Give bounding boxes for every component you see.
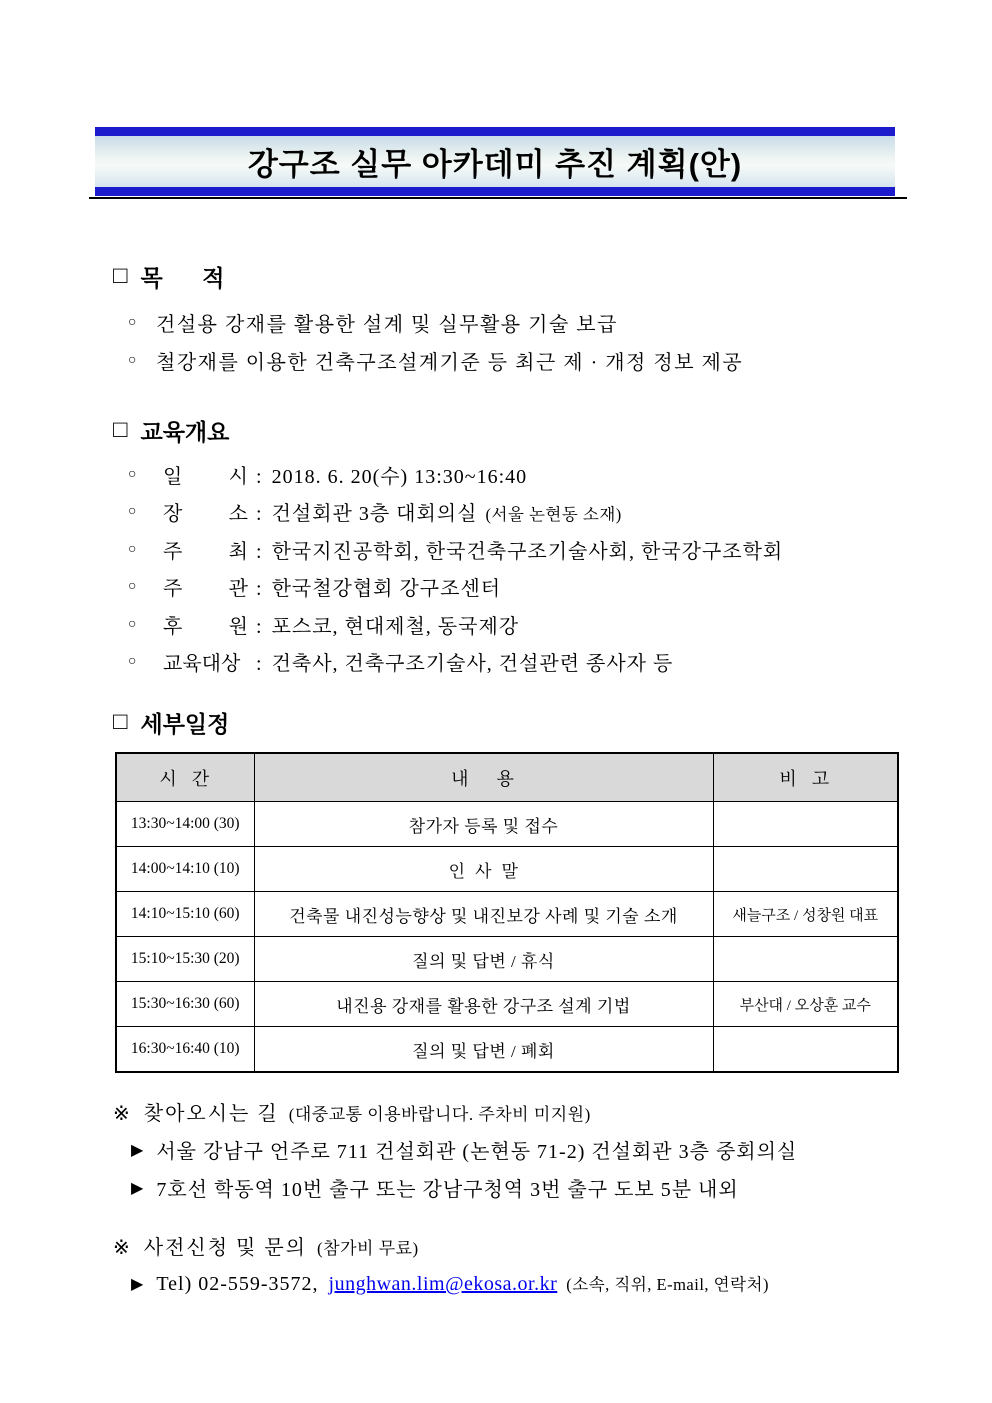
- colon-separator: :: [256, 503, 262, 525]
- purpose-item-text: 건설용 강재를 활용한 설계 및 실무활용 기술 보급: [156, 314, 618, 336]
- directions-heading-label: 찾아오시는 길: [143, 1103, 279, 1125]
- purpose-item-text: 철강재를 이용한 건축구조설계기준 등 최근 제 · 개정 정보 제공: [156, 352, 744, 374]
- cell-content: 내진용 강재를 활용한 강구조 설계 기법: [254, 982, 713, 1027]
- overview-item-value: 한국철강협회 강구조센터: [271, 578, 502, 600]
- schedule-table: [115, 752, 899, 1073]
- overview-item-label: 후 원: [163, 616, 248, 638]
- cell-content: 질의 및 답변 / 휴식: [254, 937, 713, 982]
- square-marker-icon: □: [113, 707, 128, 735]
- page-title: 강구조 실무 아카데미 추진 계획(안): [247, 147, 743, 182]
- table-row: [116, 802, 898, 847]
- banner-body: [95, 136, 895, 187]
- square-marker-icon: □: [113, 415, 128, 443]
- cell-time: 16:30~16:40 (10): [116, 1027, 254, 1073]
- overview-item-sponsor: [128, 610, 527, 639]
- overview-item-organizer: [128, 572, 509, 601]
- schedule-heading: [113, 706, 229, 739]
- cell-time: 15:30~16:30 (60): [116, 982, 254, 1027]
- overview-item-label: 주 관: [163, 578, 248, 600]
- banner-shadow-line: [89, 197, 907, 199]
- cell-remark: [713, 1027, 898, 1073]
- directions-item-text: 서울 강남구 언주로 711 건설회관 (논현동 71-2) 건설회관 3층 중회의실: [156, 1141, 798, 1163]
- table-header-time: 시 간: [116, 753, 254, 802]
- overview-item-value: 건축사, 건축구조기술사, 건설관련 종사자 등: [271, 653, 674, 675]
- application-heading-note: (참가비 무료): [317, 1239, 419, 1258]
- directions-heading: [113, 1097, 591, 1126]
- purpose-item: [128, 346, 743, 375]
- circle-bullet-icon: ○: [128, 653, 137, 669]
- circle-bullet-icon: ○: [128, 503, 137, 519]
- table-row: [116, 892, 898, 937]
- overview-item-value: 포스코, 현대제철, 동국제강: [271, 616, 520, 638]
- overview-item-label: 장 소: [163, 503, 248, 525]
- purpose-heading: [113, 260, 225, 293]
- application-heading: [113, 1231, 419, 1260]
- banner-bottom-bar: [95, 187, 895, 196]
- cell-remark: 새늘구조 / 성창원 대표: [713, 892, 898, 937]
- schedule-heading-label: 세부일정: [140, 711, 230, 737]
- cell-content: 질의 및 답변 / 폐회: [254, 1027, 713, 1073]
- purpose-heading-label: 목 적: [140, 265, 225, 291]
- overview-item-value: 2018. 6. 20(수) 13:30~16:40: [271, 466, 528, 488]
- banner-top-bar: [95, 127, 895, 136]
- email-note: (소속, 직위, E-mail, 연락처): [566, 1275, 769, 1294]
- directions-item: [131, 1173, 739, 1202]
- overview-item-datetime: [128, 460, 535, 489]
- cell-remark: [713, 847, 898, 892]
- circle-bullet-icon: ○: [128, 352, 137, 368]
- cell-time: 14:00~14:10 (10): [116, 847, 254, 892]
- overview-item-host: [128, 535, 791, 564]
- cell-time: 13:30~14:00 (30): [116, 802, 254, 847]
- overview-item-label: 주 최: [163, 541, 248, 563]
- colon-separator: :: [256, 616, 262, 638]
- purpose-item: [128, 308, 618, 337]
- circle-bullet-icon: ○: [128, 314, 137, 330]
- triangle-bullet-icon: ▶: [131, 1179, 144, 1197]
- table-row: [116, 982, 898, 1027]
- directions-heading-note: (대중교통 이용바랍니다. 주차비 미지원): [288, 1105, 591, 1124]
- overview-item-audience: [128, 647, 681, 676]
- directions-item-text: 7호선 학동역 10번 출구 또는 강남구청역 3번 출구 도보 5분 내외: [156, 1179, 739, 1201]
- reference-mark-icon: ※: [113, 1103, 130, 1125]
- circle-bullet-icon: ○: [128, 578, 137, 594]
- colon-separator: :: [256, 578, 262, 600]
- cell-remark: 부산대 / 오상훈 교수: [713, 982, 898, 1027]
- overview-item-place: [128, 497, 622, 526]
- contact-line: [131, 1271, 769, 1296]
- cell-time: 15:10~15:30 (20): [116, 937, 254, 982]
- tel-text: Tel) 02-559-3572,: [156, 1273, 319, 1295]
- overview-item-value: 한국지진공학회, 한국건축구조기술사회, 한국강구조학회: [271, 541, 784, 563]
- overview-heading: [113, 414, 229, 447]
- colon-separator: :: [256, 541, 262, 563]
- application-heading-label: 사전신청 및 문의: [143, 1237, 308, 1259]
- table-row: [116, 847, 898, 892]
- cell-remark: [713, 937, 898, 982]
- circle-bullet-icon: ○: [128, 466, 137, 482]
- circle-bullet-icon: ○: [128, 541, 137, 557]
- triangle-bullet-icon: ▶: [131, 1275, 144, 1293]
- square-marker-icon: □: [113, 261, 128, 289]
- cell-content: 참가자 등록 및 접수: [254, 802, 713, 847]
- table-header-content: 내 용: [254, 753, 713, 802]
- cell-content: 인 사 말: [254, 847, 713, 892]
- cell-content: 건축물 내진성능향상 및 내진보강 사례 및 기술 소개: [254, 892, 713, 937]
- overview-item-label: 일 시: [163, 466, 248, 488]
- title-banner: [95, 127, 895, 196]
- overview-item-value: 건설회관 3층 대회의실: [271, 503, 478, 525]
- reference-mark-icon: ※: [113, 1237, 130, 1259]
- cell-time: 14:10~15:10 (60): [116, 892, 254, 937]
- overview-item-note: (서울 논현동 소재): [485, 505, 622, 524]
- cell-remark: [713, 802, 898, 847]
- table-row: [116, 937, 898, 982]
- table-header-row: [116, 753, 898, 802]
- table-header-remark: 비 고: [713, 753, 898, 802]
- table-row: [116, 1027, 898, 1073]
- overview-item-label: 교육대상: [163, 653, 241, 675]
- directions-item: [131, 1135, 797, 1164]
- overview-heading-label: 교육개요: [140, 419, 230, 445]
- colon-separator: :: [256, 466, 262, 488]
- circle-bullet-icon: ○: [128, 616, 137, 632]
- email-link[interactable]: junghwan.lim@ekosa.or.kr: [328, 1273, 558, 1295]
- triangle-bullet-icon: ▶: [131, 1141, 144, 1159]
- colon-separator: :: [256, 653, 262, 675]
